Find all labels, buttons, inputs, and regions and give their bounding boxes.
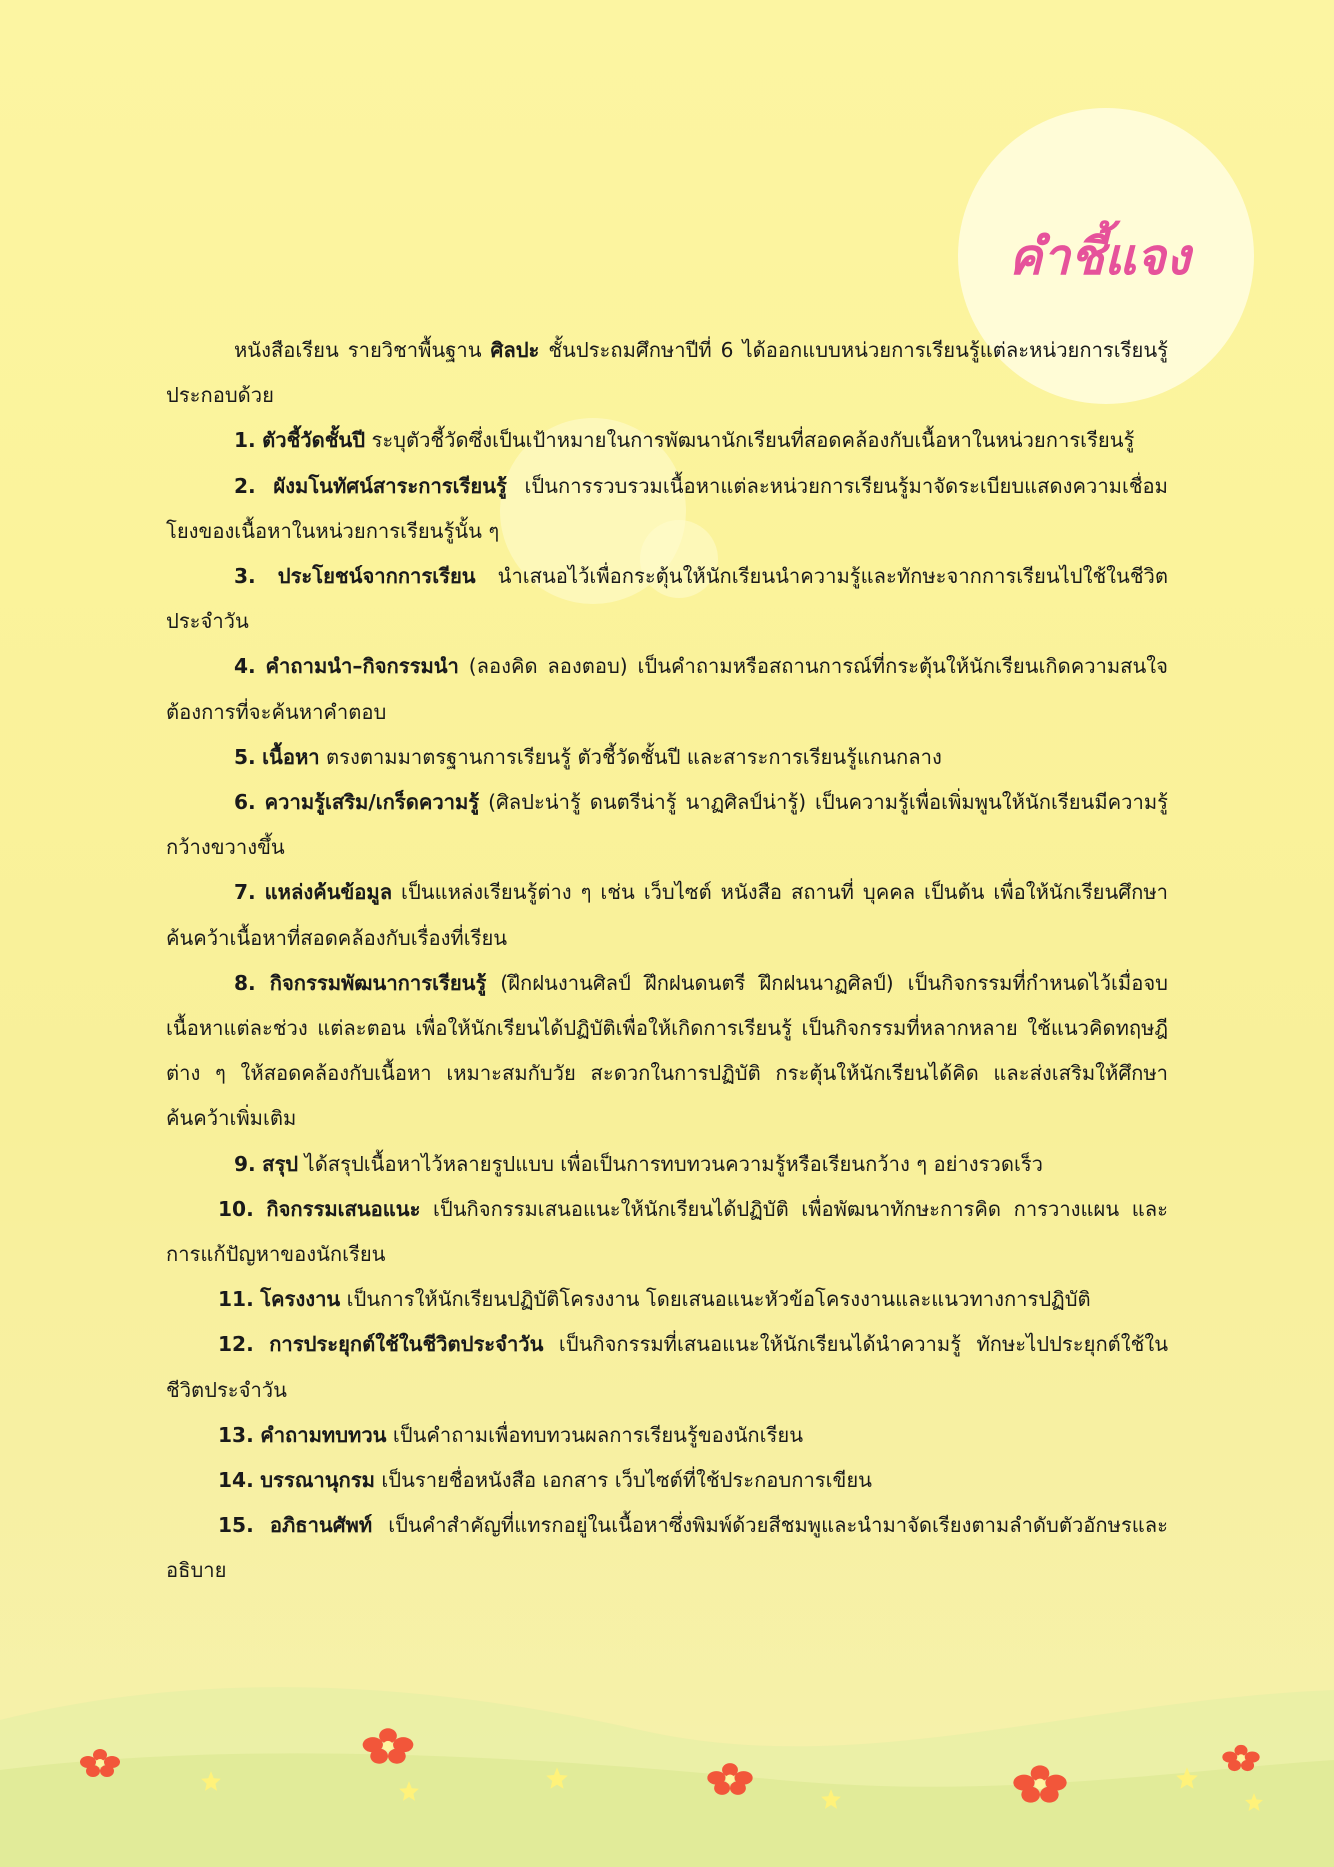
item-number: 7. <box>234 880 256 905</box>
list-item <box>166 1413 1168 1458</box>
item-number: 11. <box>218 1287 254 1312</box>
flower-icon <box>1220 1744 1262 1772</box>
item-title: ตัวชี้วัดชั้นปี <box>262 428 366 453</box>
star-icon <box>820 1788 842 1810</box>
item-description: (ศิลปะน่ารู้ ดนตรีน่ารู้ นาฏศิลป์น่ารู้) เป็นความรู้เพื่อเพิ่มพูนให้นักเรียนมีความรู้กว้างขวางขึ้น <box>166 790 1168 860</box>
star-icon <box>1175 1766 1199 1790</box>
item-title: สรุป <box>262 1151 299 1176</box>
item-number: 1. <box>234 428 256 453</box>
item-number: 4. <box>234 654 256 679</box>
item-title: อภิธานศัพท์ <box>269 1513 373 1538</box>
item-list <box>166 418 1168 1593</box>
item-number: 6. <box>234 790 256 815</box>
item-number: 5. <box>234 744 256 769</box>
item-description: ได้สรุปเนื้อหาไว้หลายรูปแบบ เพื่อเป็นการทบทวนความรู้หรือเรียนกว้าง ๆ อย่างรวดเร็ว <box>298 1151 1044 1176</box>
item-description: เป็นกิจกรรมเสนอแนะให้นักเรียนได้ปฏิบัติ เพื่อพัฒนาทักษะการคิด การวางแผน และการแก้ปัญหาของนักเรียน <box>166 1196 1168 1267</box>
list-item <box>166 464 1168 554</box>
flower-icon <box>360 1727 416 1765</box>
subject-name: ศิลปะ <box>490 338 540 362</box>
item-title: บรรณานุกรม <box>260 1468 375 1493</box>
item-number: 15. <box>218 1513 254 1538</box>
item-description: เป็นรายชื่อหนังสือ เอกสาร เว็บไซต์ที่ใช้ประกอบการเขียน <box>374 1468 872 1493</box>
item-description: เป็นแหล่งเรียนรู้ต่าง ๆ เช่น เว็บไซต์ หนังสือ สถานที่ บุคคล เป็นต้น เพื่อให้นักเรียนศึกษาค้นคว้าเนื้อหาที่สอดคล้องกับเรื่องที่เรียน <box>166 880 1168 950</box>
list-item <box>166 418 1168 463</box>
item-number: 10. <box>218 1196 254 1221</box>
flower-icon <box>1010 1764 1070 1804</box>
item-title: โครงงาน <box>260 1287 341 1312</box>
item-title: คำถามทบทวน <box>260 1422 387 1447</box>
item-description: ตรงตามมาตรฐานการเรียนรู้ ตัวชี้วัดชั้นปี และสาระการเรียนรู้แกนกลาง <box>319 744 942 769</box>
meadow-illustration <box>0 1660 1334 1867</box>
item-description: เป็นการรวบรวมเนื้อหาแต่ละหน่วยการเรียนรู้มาจัดระเบียบแสดงความเชื่อมโยงของเนื้อหาในหน่วยการเรียนรู้นั้น ๆ <box>166 473 1168 543</box>
list-item <box>166 735 1168 780</box>
item-number: 2. <box>234 473 256 498</box>
intro-text-rest: ชั้นประถมศึกษาปีที่ 6 ได้ออกแบบหน่วยการเรียนรู้แต่ละหน่วยการเรียนรู้ประกอบด้วย <box>166 338 1168 408</box>
list-item <box>166 554 1168 644</box>
star-icon <box>398 1780 420 1802</box>
item-description: ระบุตัวชี้วัดซึ่งเป็นเป้าหมายในการพัฒนานักเรียนที่สอดคล้องกับเนื้อหาในหน่วยการเรียนรู้ <box>365 428 1135 453</box>
item-description: เป็นกิจกรรมที่เสนอแนะให้นักเรียนได้นำความรู้ ทักษะไปประยุกต์ใช้ในชีวิตประจำวัน <box>166 1332 1168 1402</box>
item-description: (ฝึกฝนงานศิลป์ ฝึกฝนดนตรี ฝึกฝนนาฏศิลป์) เป็นกิจกรรมที่กำหนดไว้เมื่อจบเนื้อหาแต่ละช่วง แต่ละตอน เพื่อให้นักเรียนได้ปฏิบัติเพื่อให้เกิดการเรียนรู้ เป็นกิจกรรมที่หลากหลาย ใช้แนวคิดทฤษฎีต่าง ๆ ให้สอดคล้องกับเนื้อหา เหมาะสมกับวัย สะดวกในการปฏิบัติ กระตุ้นให้นักเรียนได้คิด และส่งเสริมให้ศึกษาค้นคว้าเพิ่มเติม <box>166 970 1168 1131</box>
item-description: เป็นคำถามเพื่อทบทวนผลการเรียนรู้ของนักเรียน <box>386 1422 803 1447</box>
item-number: 3. <box>234 564 256 589</box>
list-item <box>166 644 1168 734</box>
list-item <box>166 1142 1168 1187</box>
item-description: เป็นคำสำคัญที่แทรกอยู่ในเนื้อหาซึ่งพิมพ์ด้วยสีชมพูและนำมาจัดเรียงตามลำดับตัวอักษรและอธิบาย <box>166 1513 1169 1583</box>
item-title: กิจกรรมเสนอแนะ <box>266 1196 421 1221</box>
list-item <box>166 961 1168 1142</box>
intro-text: หนังสือเรียน รายวิชาพื้นฐาน <box>234 338 491 362</box>
item-description: เป็นการให้นักเรียนปฏิบัติโครงงาน โดยเสนอแนะหัวข้อโครงงานและแนวทางการปฏิบัติ <box>340 1287 1091 1312</box>
list-item <box>166 1458 1168 1503</box>
list-item <box>166 1322 1168 1412</box>
list-item <box>166 1187 1168 1277</box>
flower-icon <box>78 1748 122 1778</box>
intro-paragraph <box>166 328 1168 418</box>
item-title: แหล่งค้นข้อมูล <box>264 880 393 905</box>
body-text <box>166 328 1168 1594</box>
item-description: นำเสนอไว้เพื่อกระตุ้นให้นักเรียนนำความรู้และทักษะจากการเรียนไปใช้ในชีวิตประจำวัน <box>166 564 1168 634</box>
item-number: 14. <box>218 1468 254 1493</box>
star-icon <box>545 1766 569 1790</box>
item-title: ผังมโนทัศน์สาระการเรียนรู้ <box>273 473 507 498</box>
star-icon <box>1244 1792 1264 1812</box>
star-icon <box>200 1770 222 1792</box>
list-item <box>166 1277 1168 1322</box>
flower-icon <box>704 1762 756 1796</box>
item-title: ความรู้เสริม/เกร็ดความรู้ <box>264 790 480 815</box>
item-number: 8. <box>234 970 256 995</box>
list-item <box>166 780 1168 870</box>
item-title: ประโยชน์จากการเรียน <box>277 564 476 589</box>
list-item <box>166 870 1168 960</box>
item-title: เนื้อหา <box>262 744 320 769</box>
item-title: คำถามนำ–กิจกรรมนำ <box>265 654 459 679</box>
item-description: (ลองคิด ลองตอบ) เป็นคำถามหรือสถานการณ์ที่กระตุ้นให้นักเรียนเกิดความสนใจ ต้องการที่จะค้นหาคำตอบ <box>166 654 1168 724</box>
list-item <box>166 1503 1168 1593</box>
item-number: 12. <box>218 1332 254 1357</box>
item-number: 13. <box>218 1422 254 1447</box>
item-title: กิจกรรมพัฒนาการเรียนรู้ <box>269 970 487 995</box>
page-title: คำชี้แจง <box>1008 228 1190 286</box>
item-number: 9. <box>234 1151 256 1176</box>
item-title: การประยุกต์ใช้ในชีวิตประจำวัน <box>269 1332 544 1357</box>
